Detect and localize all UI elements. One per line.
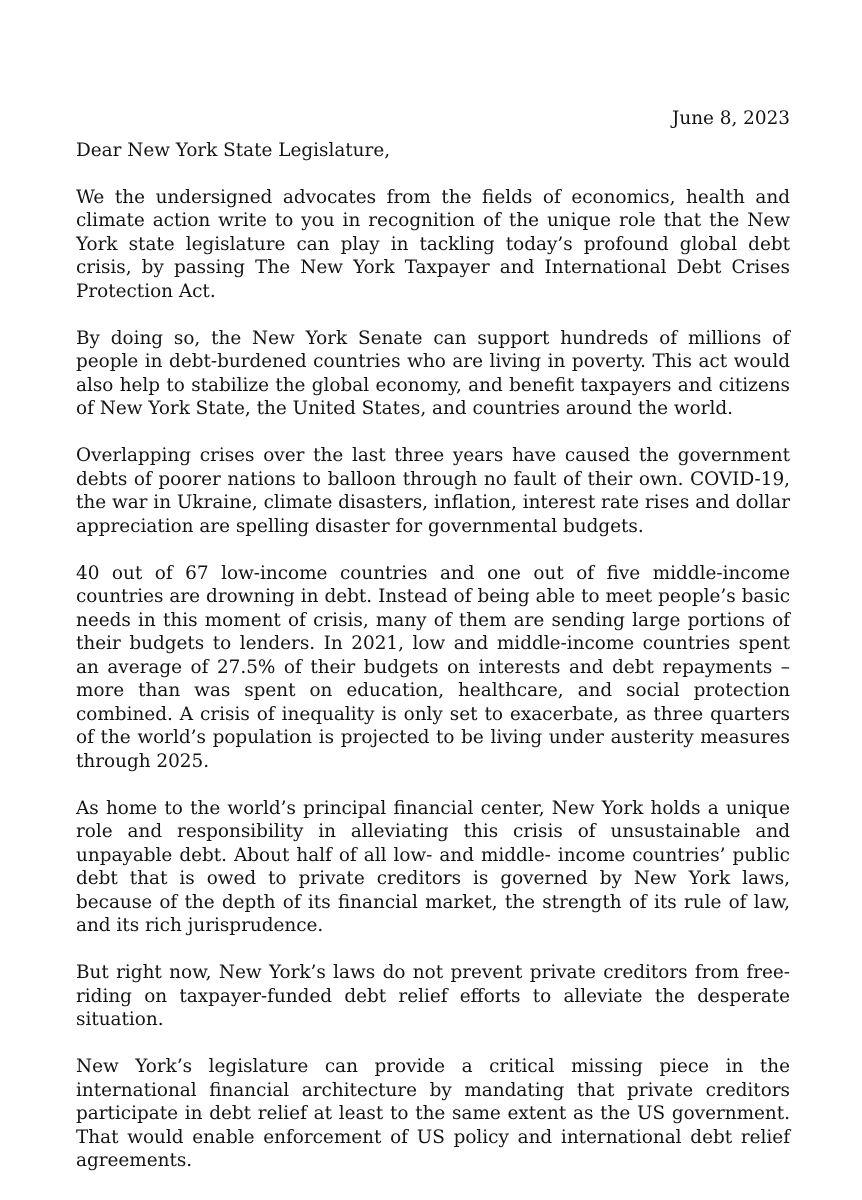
paragraph-intro: We the undersigned advocates from the fields of economics, health and climate action write to you in recognition of the unique role that the New York state legislature can play in tackling today’s profound global debt crisis, by passing The New York Taxpayer and International Debt Crises Protection Act. — [76, 186, 790, 302]
paragraph-overlapping-crises: Overlapping crises over the last three years have caused the government debts of poorer nations to balloon through no fault of their own. COVID-19, the war in Ukraine, climate disasters, inflation, interest rate rises and dollar appreciation are spelling disaster for governmental budgets. — [76, 445, 790, 537]
paragraph-new-york-role: As home to the world’s principal financial center, New York holds a unique role and responsibility in alleviating this crisis of unsustainable and unpayable debt. About half of all low- and middle- income countries’ public debt that is owed to private creditors is governed by New York laws, because of the depth of its financial market, the strength of its rule of law, and its rich jurisprudence. — [76, 797, 790, 936]
letter-body — [76, 107, 790, 1173]
paragraph-free-riding: But right now, New York’s laws do not prevent private creditors from free-riding on taxpayer-funded debt relief efforts to alleviate the desperate situation. — [76, 962, 790, 1030]
paragraph-legislature-action: New York’s legislature can provide a critical missing piece in the international financial architecture by mandating that private creditors participate in debt relief at least to the same extent as the US government. That would enable enforcement of US policy and international debt relief agreements. — [76, 1056, 790, 1171]
paragraph-benefits: By doing so, the New York Senate can support hundreds of millions of people in debt-burdened countries who are living in poverty. This act would also help to stabilize the global economy, and benefit taxpayers and citizens of New York State, the United States, and countries around the world. — [76, 327, 790, 419]
letter-date: June 8, 2023 — [672, 108, 790, 129]
paragraph-debt-statistics: 40 out of 67 low-income countries and one out of five middle-income countries are drowning in debt. Instead of being able to meet people’s basic needs in this moment of crisis, many of them are sending large portions of their budgets to lenders. In 2021, low and middle-income countries spent an average of 27.5% of their budgets on interests and debt repayments – more than was spent on education, healthcare, and social protection combined. A crisis of inequality is only set to exacerbate, as three quarters of the world’s population is projected to be living under austerity measures through 2025. — [76, 562, 790, 772]
salutation: Dear New York State Legislature, — [76, 139, 391, 161]
